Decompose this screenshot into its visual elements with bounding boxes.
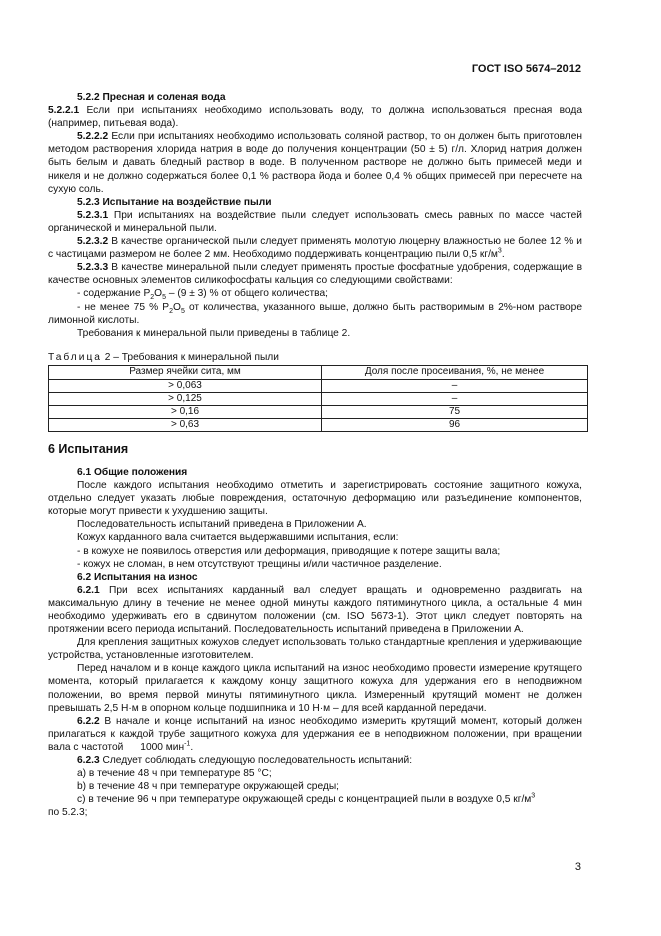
subscript: 5 bbox=[162, 294, 166, 302]
subscript: 2 bbox=[169, 307, 174, 315]
clause-number: 6.2.2 bbox=[77, 715, 100, 727]
clause-number: 5.2.3.1 bbox=[77, 209, 109, 221]
table-row bbox=[49, 392, 588, 405]
paragraph-text: При всех испытаниях карданный вал следует вращать и одновременно раздвигать на максимальную длину в течение не менее одной минуты каждого пятиминутного цикла, а остальные 4 мин необходимо удерживать его в сдвинутом положении (см. ISO 5673-1). Этот цикл следует повторять на протяжении всего периода испытаний. Последовательность испытаний приведена в Приложении А. bbox=[48, 584, 582, 636]
mineral-dust-table bbox=[48, 365, 588, 432]
column-header-mesh-size: Размер ячейки сита, мм bbox=[49, 365, 322, 379]
paragraph-6-2-2 bbox=[48, 715, 585, 754]
paragraph-5-2-3-2 bbox=[48, 235, 582, 261]
paragraph-5-2-2-2 bbox=[48, 130, 582, 195]
bullet-text: - содержание P bbox=[77, 288, 151, 300]
section-6-1-title: 6.1 Общие положения bbox=[77, 466, 188, 478]
table-cell-share: 75 bbox=[322, 405, 588, 418]
paragraph-6-1-criteria: Кожух карданного вала считается выдержавшими испытания, если: bbox=[77, 532, 399, 544]
section-6-title: 6 Испытания bbox=[48, 441, 129, 456]
list-item-text: с) в течение 96 ч при температуре окружающей среды с концентрацией пыли в воздухе 0,5 кг/м bbox=[77, 794, 532, 806]
table-header-row bbox=[49, 365, 588, 379]
bullet-criteria-1: - в кожухе не появилось отверстия или деформация, приводящие к потере защиты вала; bbox=[77, 545, 501, 557]
paragraph-5-2-2-1 bbox=[48, 104, 582, 130]
bullet-text: – (9 ± 3) % от общего количества; bbox=[166, 288, 328, 300]
table-cell-size: > 0,63 bbox=[49, 418, 322, 431]
clause-number: 5.2.2.1 bbox=[48, 105, 80, 117]
page-content bbox=[48, 91, 585, 820]
table-cell-share: – bbox=[322, 379, 588, 392]
paragraph-text: Следует соблюдать следующую последовательность испытаний: bbox=[99, 755, 413, 767]
document-header: ГОСТ ISO 5674–2012 bbox=[471, 63, 581, 75]
superscript: 3 bbox=[531, 792, 536, 800]
paragraph-6-1-sequence: Последовательность испытаний приведена в Приложении А. bbox=[77, 519, 367, 531]
paragraph-text: Если при испытаниях необходимо использовать соляной раствор, то он должен быть приготовлен методом растворения хлорида натрия в воде до получения концентрации (50 ± 5) г/л. Хлорид натрия должен быть белым и давать бледный раствор в воде. В полученном растворе не должно быть примесей меди и никеля и не должно содержаться более 0,1 % раствора йода и более 0,4 % общих примесей при пересчете на сухую соль. bbox=[48, 131, 582, 195]
bullet-criteria-2: - кожух не сломан, в нем отсутствуют трещины и/или частичное разделение. bbox=[77, 558, 442, 570]
list-item-c bbox=[48, 793, 582, 806]
table-row bbox=[49, 418, 588, 431]
table-row bbox=[49, 405, 588, 418]
table-cell-share: – bbox=[322, 392, 588, 405]
paragraph-end: . bbox=[501, 249, 505, 261]
bullet-text: O bbox=[154, 288, 163, 300]
list-item-a: а) в течение 48 ч при температуре 85 °С; bbox=[77, 768, 272, 780]
bullet-text: O bbox=[173, 301, 181, 313]
paragraph-text: В качестве минеральной пыли следует применять простые фосфатные удобрения, содержащие в качестве основных элементов силикофосфаты кальция со следующими свойствами: bbox=[48, 262, 582, 287]
paragraph-text: При испытаниях на воздействие пыли следует использовать смесь равных по массе частей органической и минеральной пыли. bbox=[48, 209, 582, 234]
table-row bbox=[49, 379, 588, 392]
table-cell-size: > 0,16 bbox=[49, 405, 322, 418]
section-5-2-3-title: 5.2.3 Испытание на воздействие пыли bbox=[77, 196, 272, 208]
table-caption-text: 2 – Требования к минеральной пыли bbox=[101, 351, 279, 363]
bullet-text: - не менее 75 % P bbox=[77, 301, 170, 313]
clause-number: 6.2.3 bbox=[77, 755, 100, 767]
clause-number: 5.2.3.3 bbox=[77, 262, 109, 274]
paragraph-text: В качестве органической пыли следует применять молотую люцерну влажностью не более 12 % и с частицами размером не более 2 мм. Необходимо поддерживать концентрацию пыли 0,5 кг/м bbox=[48, 236, 582, 261]
subscript: 2 bbox=[150, 294, 155, 302]
paragraph-6-2-3 bbox=[48, 754, 582, 767]
column-header-share: Доля после просеивания, %, не менее bbox=[322, 365, 588, 379]
table-cell-size: > 0,063 bbox=[49, 379, 322, 392]
clause-number: 5.2.2.2 bbox=[77, 131, 109, 143]
paragraph-5-2-3-1 bbox=[48, 209, 582, 235]
table-caption-word: Таблица bbox=[48, 351, 102, 363]
list-item-b: b) в течение 48 ч при температуре окружающей среды; bbox=[77, 781, 339, 793]
clause-number: 5.2.3.2 bbox=[77, 236, 109, 248]
superscript: 3 bbox=[497, 247, 502, 255]
list-item-c-continuation: по 5.2.3; bbox=[48, 807, 88, 819]
section-6-2-title: 6.2 Испытания на износ bbox=[77, 571, 198, 583]
table-cell-share: 96 bbox=[322, 418, 588, 431]
table-cell-size: > 0,125 bbox=[49, 392, 322, 405]
paragraph-6-2-1-torque: Перед началом и в конце каждого цикла испытаний на износ необходимо провести измерение крутящего момента, который прилагается к каждому концу защитного кожуха для удержания его в неподвижном положении, во время первой минуты пятиминутного цикла. Измеренный крутящий момент не должен превышать 2,5 Н·м в опорном кольце подшипника и 10 Н·м – для всей карданной передачи. bbox=[48, 663, 582, 714]
bullet-text: от количества, указанного выше, должно быть растворимым в 2%-ном растворе лимонной кислоты. bbox=[48, 301, 583, 326]
bullet-p2o5-content bbox=[48, 287, 582, 300]
clause-number: 6.2.1 bbox=[77, 584, 100, 596]
paragraph-6-2-1-fastening: Для крепления защитных кожухов следует использовать только стандартные крепления и удерживающие устройства, установленные изготовителем. bbox=[48, 637, 582, 662]
paragraph-text: Если при испытаниях необходимо использовать воду, то должна использоваться пресная вода (например, питьевая вода). bbox=[48, 105, 582, 130]
bullet-p2o5-solubility bbox=[48, 301, 582, 327]
paragraph-6-2-1 bbox=[48, 584, 582, 636]
superscript: -1 bbox=[184, 740, 191, 748]
page-number: 3 bbox=[574, 861, 581, 873]
paragraph-text: В начале и конце испытаний на износ необходимо измерить крутящий момент, который должен прилагаться к каждой трубе защитного кожуха для удержания ее в неподвижном положении, при вращении вала с частотой 1000 мин bbox=[48, 715, 585, 753]
paragraph-end: . bbox=[190, 741, 194, 753]
table-caption bbox=[48, 351, 582, 364]
paragraph-5-2-3-3 bbox=[48, 261, 582, 287]
paragraph-6-1-intro: После каждого испытания необходимо отметить и зарегистрировать состояние защитного кожуха, отдельно следует указать любые повреждения, остаточную деформацию или разъединение компонентов, которые могут привести к ухудшению защиты. bbox=[48, 480, 582, 518]
section-5-2-2-title: 5.2.2 Пресная и соленая вода bbox=[77, 92, 226, 103]
table-reference: Требования к минеральной пыли приведены в таблице 2. bbox=[77, 327, 351, 339]
subscript: 5 bbox=[180, 307, 185, 315]
